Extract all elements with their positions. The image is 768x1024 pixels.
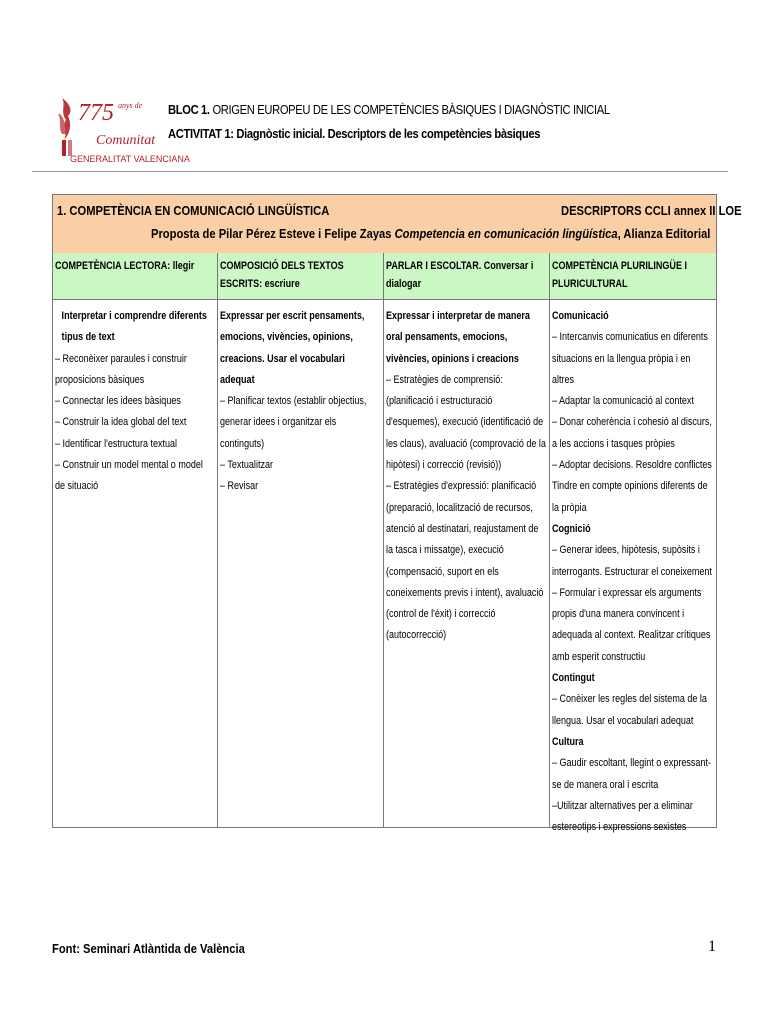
list-item: – Construir un model mental o model de situació	[55, 459, 203, 493]
svg-text:anys de: anys de	[118, 101, 143, 110]
column-header-writing: COMPOSICIÓ DELS TEXTOS ESCRITS: escriure	[220, 260, 344, 290]
section-heading-culture: Cultura	[552, 735, 584, 748]
list-item: – Conèixer les regles del sistema de la llengua. Usar el vocabulari adequat	[552, 693, 707, 727]
column-header-speaking: PARLAR I ESCOLTAR. Conversar i dialogar	[386, 260, 534, 290]
page-number: 1	[708, 938, 716, 955]
list-item: – Generar idees, hipòtesis, supòsits i interrogants. Estructurar el coneixement	[552, 544, 712, 578]
list-item: – Intercanvis comunicatius en diferents situacions en la llengua pròpia i en altres	[552, 331, 708, 386]
writing-cell	[218, 299, 384, 827]
table-title-row	[53, 195, 742, 254]
descriptor-row	[53, 299, 716, 834]
header-divider	[32, 171, 728, 172]
list-item: – Donar coherència i cohesió al discurs, a les accions i tasques pròpies	[552, 416, 712, 450]
list-item: – Estratègies de comprensió: (planificació i estructuració d'esquemes), execució (identificació de les claus), avaluació (comprovació de la hipòtesi) i correcció (revisió))	[386, 373, 546, 472]
list-item: – Identificar l'estructura textual	[55, 437, 178, 450]
list-item: – Estratègies d'expressió: planificació (preparació, localització de recursos, atenció al destinatari, reajustament de la tasca i missatge), execució (compensació, suport en els coneixements previs i intent), avaluació (control de l'èxit) i correcció (autocorrecció)	[386, 480, 544, 642]
list-item: – Construir la idea global del text	[55, 416, 187, 429]
footer-source: Font: Seminari Atlàntida de València	[52, 941, 245, 956]
table-proposal: Proposta de Pilar Pérez Esteve i Felipe Zayas Competencia en comunicación lingüística, Alianza Editorial	[151, 226, 711, 241]
list-item: – Adoptar decisions. Resoldre conflictes Tindre en compte opinions diferents de la pròpia	[552, 459, 712, 514]
svg-text:775: 775	[78, 100, 114, 126]
writing-heading: Expressar per escrit pensaments, emocions, vivències, opinions, creacions. Usar el vocabulari adequat	[220, 310, 365, 386]
speaking-heading: Expressar i interpretar de manera oral pensaments, emocions, vivències, opinions i creacions	[386, 310, 530, 365]
list-item: – Adaptar la comunicació al context	[552, 395, 694, 408]
column-header-row	[53, 253, 716, 300]
svg-text:Comunitat: Comunitat	[96, 133, 156, 148]
table-title: 1. COMPETÈNCIA EN COMUNICACIÓ LINGÜÍSTICA	[57, 203, 330, 218]
reading-heading: Interpretar i comprendre diferents tipus de text	[61, 310, 207, 344]
svg-text:GENERALITAT VALENCIANA: GENERALITAT VALENCIANA	[70, 154, 190, 164]
header-bloc-title: ORIGEN EUROPEU DE LES COMPETÈNCIES BÀSIQUES I DIAGNÒSTIC INICIAL	[209, 102, 610, 117]
competence-table	[52, 194, 742, 834]
list-item: – Planificar textos (establir objectius, generar idees i organitzar els continguts)	[220, 395, 367, 450]
header-line-1	[168, 102, 610, 117]
list-item: – Revisar	[220, 480, 259, 493]
reading-cell	[53, 299, 218, 827]
section-heading-communication: Comunicació	[552, 310, 609, 322]
section-heading-cognition: Cognició	[552, 522, 591, 535]
column-header-plurilingual: COMPETÈNCIA PLURILINGÜE I PLURICULTURAL	[552, 260, 687, 290]
table-descriptor: DESCRIPTORS CCLI annex II LOE	[561, 203, 742, 218]
plurilingual-cell	[550, 299, 716, 834]
speaking-cell	[384, 299, 550, 827]
list-item: –Utilitzar alternatives per a eliminar estereotips i expressions sexistes	[552, 799, 693, 834]
list-item: – Formular i expressar els arguments propis d'una manera convincent i adequada al context. Realitzar crítiques amb esperit constructiu	[552, 586, 711, 663]
list-item: – Textualitzar	[220, 459, 273, 472]
header-line-2: ACTIVITAT 1: Diagnòstic inicial. Descriptors de les competències bàsiques	[168, 126, 541, 141]
list-item: – Gaudir escoltant, llegint o expressant-se de manera oral i escrita	[552, 757, 711, 791]
list-item: – Connectar les idees bàsiques	[55, 395, 181, 408]
column-header-reading: COMPETÈNCIA LECTORA: llegir	[55, 260, 195, 272]
section-heading-content: Contingut	[552, 672, 595, 685]
list-item: – Reconèixer paraules i construir proposicions bàsiques	[55, 352, 187, 386]
header-bloc-label: BLOC 1.	[168, 102, 210, 117]
